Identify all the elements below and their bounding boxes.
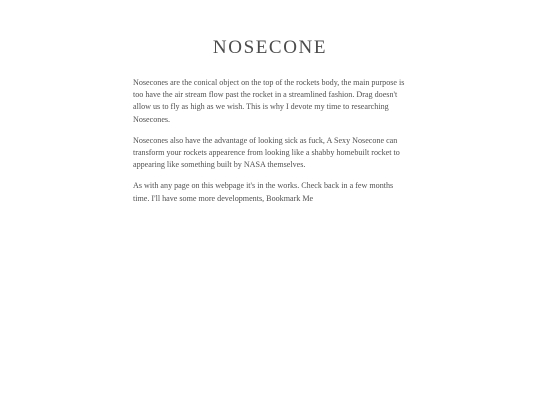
paragraph-status: As with any page on this webpage it's in the works. Check back in a few months time. I'll have some more developments, Bookmark Me	[133, 181, 394, 203]
article-body	[133, 77, 411, 214]
paragraph-intro: Nosecones are the conical object on the top of the rockets body, the main purpose is too have the air stream flow past the rocket in a streamlined fashion. Drag doesn't allow us to fly as high as we wish. This is why I devote my time to researching Nosecones.	[133, 78, 405, 124]
paragraph-advantages: Nosecones also have the advantage of looking sick as fuck, A Sexy Nosecone can transform your rockets appearence from looking like a shabby homebuilt rocket to appearing like something built by NASA themselves.	[133, 135, 400, 170]
page-title: NOSECONE	[212, 37, 328, 58]
